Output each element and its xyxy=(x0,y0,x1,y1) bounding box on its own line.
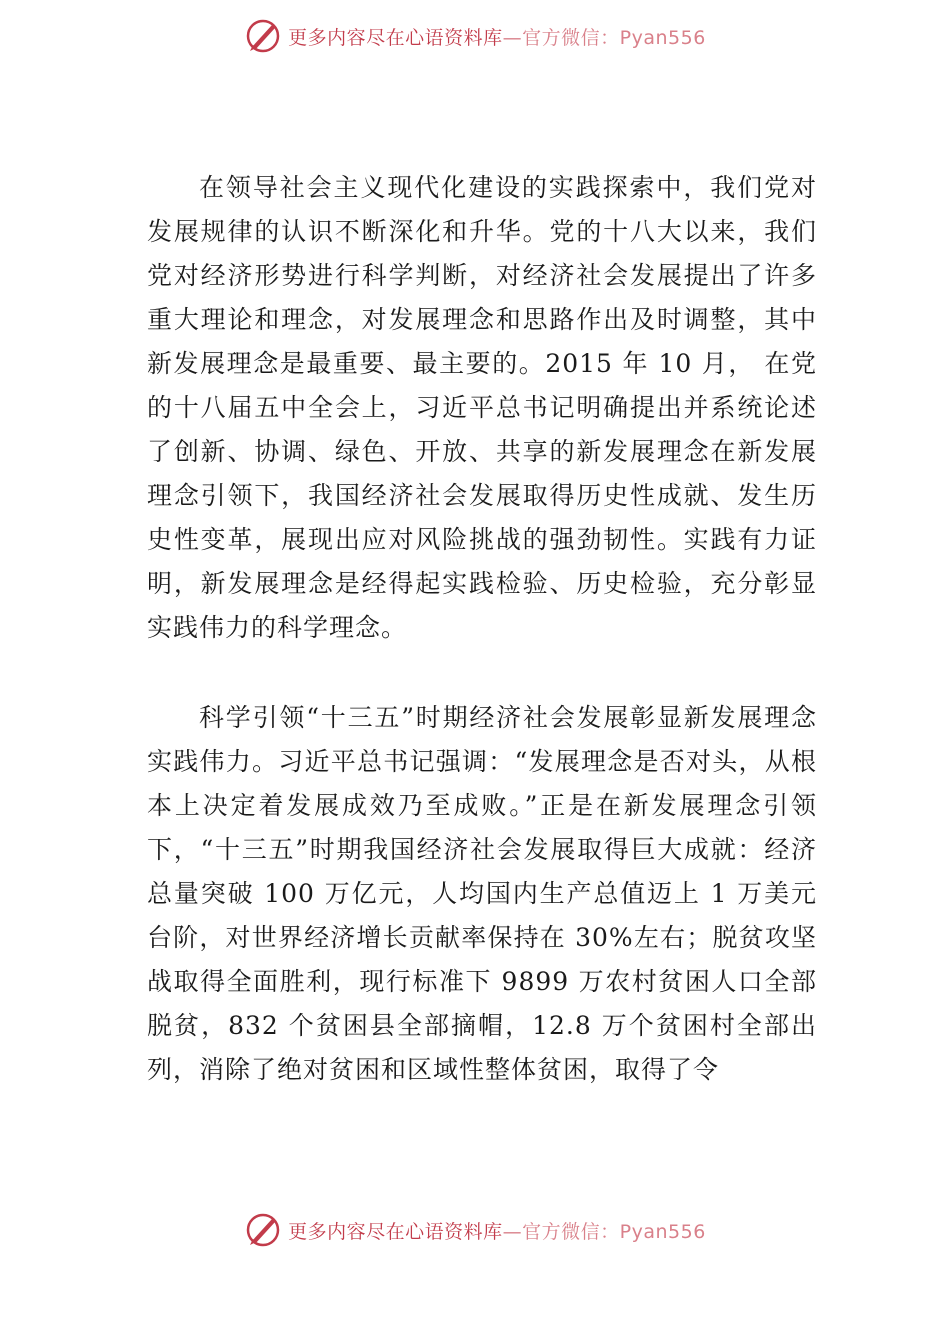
watermark-brand: 更多内容尽在心语资料库 xyxy=(288,26,503,49)
pen-logo-icon xyxy=(244,1211,282,1249)
paragraph-1: 在领导社会主义现代化建设的实践探索中，我们党对发展规律的认识不断深化和升华。党的十八大以来，我们党对经济形势进行科学判断，对经济社会发展提出了许多重大理论和理念，对发展理念和思路作出及时调整，其中新发展理念是最重要、最主要的。2015 年 10 月， 在党的十八届五中全会上，习近平总书记明确提出并系统论述了创新、协调、绿色、开放、共享的新发展理念在新发展理念引领下，我国经济社会发展取得历史性成就、发生历史性变革，展现出应对风险挑战的强劲韧性。实践有力证明，新发展理念是经得起实践检验、历史检验，充分彰显实践伟力的科学理念。 xyxy=(147,173,817,642)
paragraph-1-container xyxy=(147,166,817,650)
watermark-brand: 更多内容尽在心语资料库 xyxy=(288,1220,503,1243)
footer-watermark xyxy=(0,1210,950,1250)
watermark-separator: — xyxy=(502,26,523,49)
header-watermark xyxy=(0,16,950,56)
paragraph-2-container xyxy=(147,696,817,1092)
watermark-text xyxy=(288,1217,706,1244)
watermark-separator: — xyxy=(502,1220,523,1243)
watermark-contact: 官方微信：Pyan556 xyxy=(522,1220,706,1243)
watermark-contact: 官方微信：Pyan556 xyxy=(522,26,706,49)
watermark-text xyxy=(288,23,706,50)
paragraph-2: 科学引领“十三五”时期经济社会发展彰显新发展理念实践伟力。习近平总书记强调：“发展理念是否对头，从根本上决定着发展成效乃至成败。”正是在新发展理念引领下，“十三五”时期我国经济社会发展取得巨大成就：经济总量突破 100 万亿元，人均国内生产总值迈上 1 万美元台阶，对世界经济增长贡献率保持在 30%左右；脱贫攻坚战取得全面胜利，现行标准下 9899 万农村贫困人口全部脱贫，832 个贫困县全部摘帽，12.8 万个贫困村全部出列，消除了绝对贫困和区域性整体贫困，取得了令 xyxy=(147,703,817,1084)
pen-logo-icon xyxy=(244,17,282,55)
